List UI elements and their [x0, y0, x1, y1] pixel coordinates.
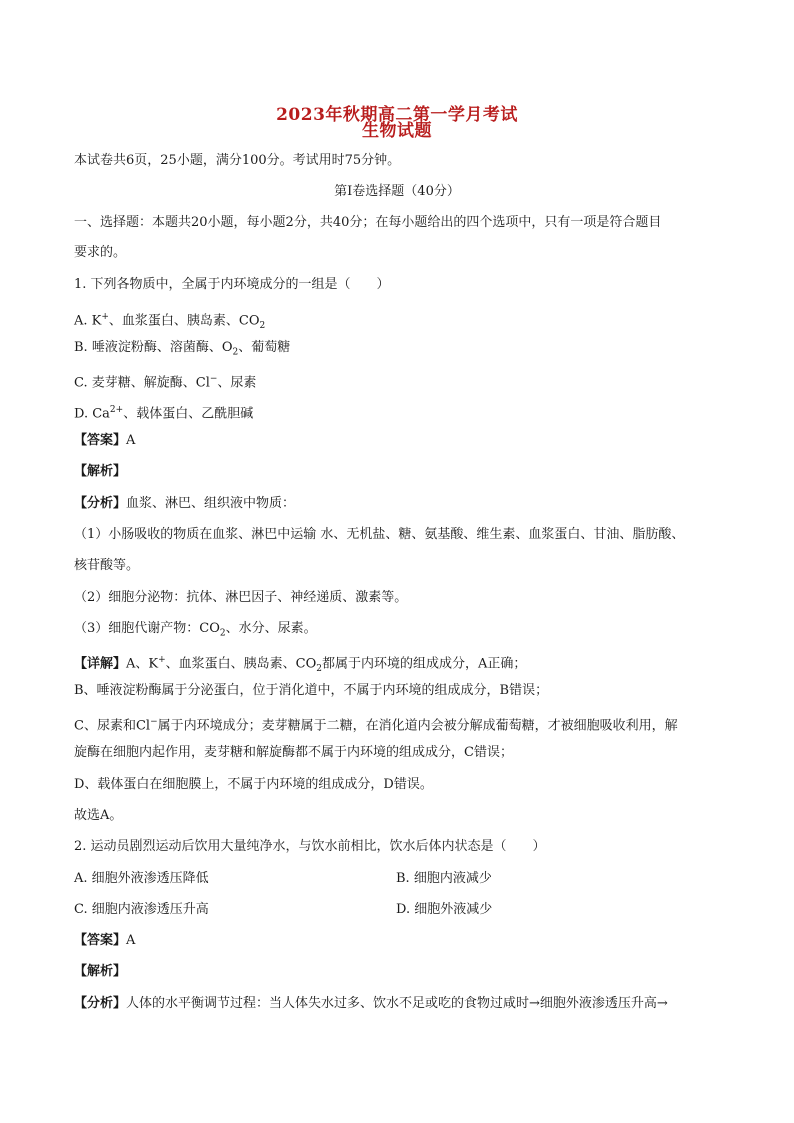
q2-answer: 【答案】A [74, 933, 136, 948]
q1-conclusion: 故选A。 [74, 808, 123, 823]
q1-point-3: （3）细胞代谢产物：$CO_2$、水分、尿素。 [74, 621, 317, 639]
q1-option-d: D. $Ca^{2+}$、载体蛋白、乙酰胆碱 [74, 405, 254, 422]
q1-detail-c-line-1: C、尿素和Cl−属于内环境成分；麦芽糖属于二糖，在消化道内会被分解成葡萄糖，才被细胞吸收利用，解 [74, 717, 678, 734]
q2-option-b: B. 细胞内液减少 [396, 871, 492, 886]
q1-detail-c-line-2: 旋酶在细胞内起作用，麦芽糖和解旋酶都不属于内环境的组成成分，C错误； [74, 745, 513, 760]
q1-option-b: B. 唾液淀粉酶、溶菌酶、$O_2$、葡萄糖 [74, 340, 291, 358]
q1-answer: 【答案】A [74, 433, 136, 448]
q1-analysis-tag: 【解析】 [74, 464, 127, 479]
instructions-line-1: 一、选择题：本题共20小题，每小题2分，共40分；在每小题给出的四个选项中，只有一项是符合题目 [74, 215, 662, 230]
q2-analysis-tag: 【解析】 [74, 964, 127, 979]
q1-detail-d: D、载体蛋白在细胞膜上，不属于内环境的组成成分，D错误。 [74, 777, 433, 792]
q1-point-2: （2）细胞分泌物：抗体、淋巴因子、神经递质、激素等。 [74, 590, 408, 605]
q2-option-d: D. 细胞外液减少 [396, 902, 493, 917]
q2-stem: 2. 运动员剧烈运动后饮用大量纯净水，与饮水前相比，饮水后体内状态是（ ） [74, 839, 546, 854]
q1-fenxi: 【分析】血浆、淋巴、组织液中物质： [74, 496, 296, 511]
q1-point-1-line-1: （1）小肠吸收的物质在血浆、淋巴中运输 水、无机盐、糖、氨基酸、维生素、血浆蛋白、甘油、脂肪酸、 [74, 527, 685, 542]
q2-fenxi: 【分析】人体的水平衡调节过程：当人体失水过多、饮水不足或吃的食物过咸时→细胞外液渗透压升高→ [74, 996, 668, 1011]
section-title: 第Ⅰ卷选择题（40分） [334, 184, 460, 199]
q1-stem: 1. 下列各物质中，全属于内环境成分的一组是（ ） [74, 277, 390, 292]
q2-option-c: C. 细胞内液渗透压升高 [74, 902, 209, 917]
instructions-line-2: 要求的。 [74, 245, 127, 260]
q1-option-a: A. K+、血浆蛋白、胰岛素、$CO_2$ [74, 312, 266, 331]
exam-title: 2023年秋期高二第一学月考试 [276, 105, 518, 125]
q1-detail-a: 【详解】A、K+、血浆蛋白、胰岛素、$CO_2$都属于内环境的组成成分，A正确； [74, 655, 527, 674]
subject-title: 生物试题 [362, 121, 432, 141]
q1-option-c: C. 麦芽糖、解旋酶、Cl−、尿素 [74, 374, 257, 391]
q1-detail-b: B、唾液淀粉酶属于分泌蛋白，位于消化道中，不属于内环境的组成成分，B错误； [74, 683, 549, 698]
q2-option-a: A. 细胞外液渗透压降低 [74, 871, 209, 886]
intro-text: 本试卷共6页，25小题，满分100分。考试用时75分钟。 [74, 153, 401, 168]
q1-point-1-line-2: 核苷酸等。 [74, 558, 140, 573]
